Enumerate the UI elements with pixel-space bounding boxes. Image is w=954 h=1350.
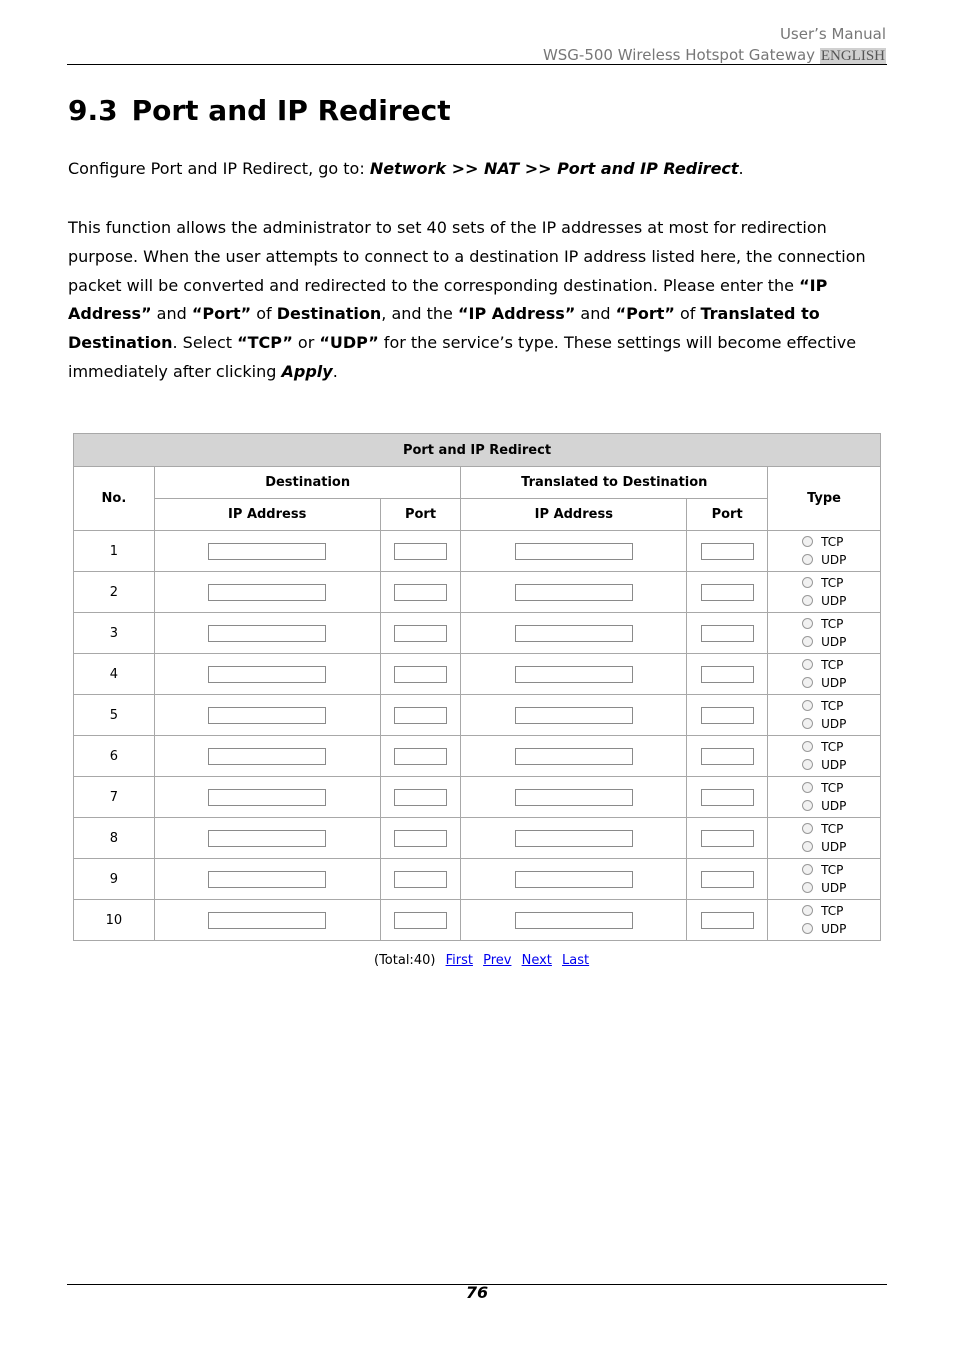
dest-port-input[interactable]: [394, 871, 447, 888]
udp-radio[interactable]: [802, 636, 813, 647]
page-header: [543, 24, 886, 67]
dest-ip-cell: [154, 777, 380, 818]
trans-port-input[interactable]: [701, 707, 754, 724]
tcp-option[interactable]: [768, 779, 880, 797]
desc-text: .: [332, 361, 338, 381]
table-row: [74, 777, 881, 818]
tcp-radio[interactable]: [802, 905, 813, 916]
tcp-label: TCP: [821, 535, 844, 549]
trans-ip-input[interactable]: [515, 871, 633, 888]
tcp-label: TCP: [821, 617, 844, 631]
tcp-option[interactable]: [768, 820, 880, 838]
udp-radio[interactable]: [802, 800, 813, 811]
tcp-radio[interactable]: [802, 659, 813, 670]
trans-port-input[interactable]: [701, 912, 754, 929]
dest-ip-cell: [154, 695, 380, 736]
type-cell: [768, 900, 881, 941]
dest-ip-cell: [154, 818, 380, 859]
dest-ip-cell: [154, 531, 380, 572]
section-number: 9.3: [68, 94, 118, 127]
table-row: [74, 859, 881, 900]
row-number: 2: [74, 572, 155, 613]
tcp-label: TCP: [821, 863, 844, 877]
tcp-radio[interactable]: [802, 618, 813, 629]
trans-ip-input[interactable]: [515, 584, 633, 601]
tcp-radio[interactable]: [802, 577, 813, 588]
udp-radio[interactable]: [802, 718, 813, 729]
desc-bold: “Port”: [191, 304, 252, 324]
desc-bold: Destination: [276, 304, 382, 324]
page-number: 76: [465, 1283, 489, 1302]
trans-ip-cell: [461, 859, 687, 900]
trans-ip-cell: [461, 531, 687, 572]
udp-option[interactable]: [768, 592, 880, 610]
desc-text: , and the: [381, 304, 458, 324]
desc-bold: “Port”: [615, 304, 675, 324]
col-translated: Translated to Destination: [461, 467, 768, 499]
dest-ip-cell: [154, 736, 380, 777]
tcp-option[interactable]: [768, 615, 880, 633]
col-dest-ip: IP Address: [154, 499, 380, 531]
udp-radio[interactable]: [802, 759, 813, 770]
last-link[interactable]: Last: [562, 953, 590, 968]
dest-port-cell: [380, 531, 461, 572]
dest-port-input[interactable]: [394, 707, 447, 724]
trans-ip-cell: [461, 736, 687, 777]
section-title-text: Port and IP Redirect: [131, 94, 451, 127]
trans-port-cell: [687, 736, 768, 777]
trans-ip-input[interactable]: [515, 748, 633, 765]
row-number: 1: [74, 531, 155, 572]
trans-port-input[interactable]: [701, 789, 754, 806]
udp-label: UDP: [821, 840, 847, 854]
next-link[interactable]: Next: [521, 953, 552, 968]
trans-port-cell: [687, 859, 768, 900]
trans-ip-cell: [461, 654, 687, 695]
trans-port-cell: [687, 572, 768, 613]
udp-option[interactable]: [768, 797, 880, 815]
intro-paragraph: [68, 157, 888, 181]
tcp-label: TCP: [821, 781, 844, 795]
row-number: 10: [74, 900, 155, 941]
tcp-radio[interactable]: [802, 782, 813, 793]
table-row: [74, 613, 881, 654]
trans-port-cell: [687, 654, 768, 695]
dest-ip-cell: [154, 900, 380, 941]
table-row: [74, 572, 881, 613]
udp-label: UDP: [821, 758, 847, 772]
tcp-radio[interactable]: [802, 823, 813, 834]
table-row: [74, 818, 881, 859]
dest-port-cell: [380, 818, 461, 859]
tcp-radio[interactable]: [802, 700, 813, 711]
udp-radio[interactable]: [802, 841, 813, 852]
dest-port-input[interactable]: [394, 543, 447, 560]
udp-label: UDP: [821, 553, 847, 567]
col-trans-port: Port: [687, 499, 768, 531]
apply-word: Apply: [281, 361, 333, 381]
tcp-option[interactable]: [768, 738, 880, 756]
tcp-option[interactable]: [768, 902, 880, 920]
dest-port-cell: [380, 736, 461, 777]
manual-label: User’s Manual: [779, 25, 886, 43]
dest-port-input[interactable]: [394, 912, 447, 929]
tcp-label: TCP: [821, 699, 844, 713]
trans-port-cell: [687, 777, 768, 818]
udp-label: UDP: [821, 922, 847, 936]
row-number: 5: [74, 695, 155, 736]
tcp-option[interactable]: [768, 533, 880, 551]
dest-ip-input[interactable]: [208, 584, 326, 601]
section-title: [68, 94, 451, 127]
dest-port-input[interactable]: [394, 584, 447, 601]
type-cell: [768, 818, 881, 859]
col-destination: Destination: [154, 467, 461, 499]
udp-label: UDP: [821, 717, 847, 731]
type-cell: [768, 695, 881, 736]
trans-port-cell: [687, 695, 768, 736]
udp-option[interactable]: [768, 838, 880, 856]
trans-port-cell: [687, 900, 768, 941]
trans-ip-input[interactable]: [515, 666, 633, 683]
dest-ip-cell: [154, 572, 380, 613]
trans-port-input[interactable]: [701, 871, 754, 888]
type-cell: [768, 777, 881, 818]
dest-port-cell: [380, 777, 461, 818]
udp-option[interactable]: [768, 633, 880, 651]
table-title: Port and IP Redirect: [74, 434, 881, 467]
udp-option[interactable]: [768, 879, 880, 897]
udp-radio[interactable]: [802, 554, 813, 565]
trans-port-input[interactable]: [701, 748, 754, 765]
tcp-option[interactable]: [768, 574, 880, 592]
desc-bold: “IP Address”: [68, 275, 828, 324]
dest-ip-input[interactable]: [208, 707, 326, 724]
dest-ip-input[interactable]: [208, 789, 326, 806]
tcp-label: TCP: [821, 576, 844, 590]
udp-label: UDP: [821, 635, 847, 649]
description-paragraph: [68, 214, 888, 387]
dest-port-input[interactable]: [394, 748, 447, 765]
udp-label: UDP: [821, 594, 847, 608]
port-ip-redirect-table: [73, 433, 881, 941]
dest-ip-input[interactable]: [208, 625, 326, 642]
type-cell: [768, 572, 881, 613]
row-number: 7: [74, 777, 155, 818]
tcp-option[interactable]: [768, 861, 880, 879]
row-number: 6: [74, 736, 155, 777]
type-cell: [768, 736, 881, 777]
row-number: 3: [74, 613, 155, 654]
trans-port-input[interactable]: [701, 666, 754, 683]
trans-ip-input[interactable]: [515, 625, 633, 642]
language-badge: ENGLISH: [820, 48, 885, 64]
dest-ip-input[interactable]: [208, 543, 326, 560]
table-row: [74, 736, 881, 777]
trans-ip-cell: [461, 777, 687, 818]
desc-text: and: [151, 304, 192, 324]
tcp-label: TCP: [821, 822, 844, 836]
udp-label: UDP: [821, 799, 847, 813]
dest-port-cell: [380, 572, 461, 613]
product-name: WSG-500 Wireless Hotspot Gateway: [542, 46, 816, 64]
dest-port-input[interactable]: [394, 830, 447, 847]
udp-option[interactable]: [768, 674, 880, 692]
dest-ip-input[interactable]: [208, 830, 326, 847]
desc-text: for the service’s type. These settings will become effective immediately after clicking: [68, 333, 857, 381]
dest-port-cell: [380, 613, 461, 654]
desc-text: of: [251, 304, 277, 324]
first-link[interactable]: First: [445, 953, 473, 968]
udp-radio[interactable]: [802, 677, 813, 688]
trans-ip-input[interactable]: [515, 830, 633, 847]
total-count: (Total:40): [374, 953, 436, 968]
trans-ip-input[interactable]: [515, 707, 633, 724]
trans-ip-input[interactable]: [515, 543, 633, 560]
udp-label: UDP: [821, 676, 847, 690]
row-number: 8: [74, 818, 155, 859]
dest-port-input[interactable]: [394, 625, 447, 642]
desc-bold: “IP Address”: [457, 304, 576, 324]
trans-ip-cell: [461, 572, 687, 613]
trans-ip-cell: [461, 900, 687, 941]
trans-ip-cell: [461, 818, 687, 859]
dest-port-input[interactable]: [394, 789, 447, 806]
trans-port-input[interactable]: [701, 830, 754, 847]
dest-ip-input[interactable]: [208, 912, 326, 929]
udp-option[interactable]: [768, 756, 880, 774]
dest-port-cell: [380, 859, 461, 900]
tcp-radio[interactable]: [802, 536, 813, 547]
tcp-radio[interactable]: [802, 864, 813, 875]
desc-bold: “UDP”: [319, 333, 379, 353]
trans-port-cell: [687, 531, 768, 572]
type-cell: [768, 654, 881, 695]
table-row: [74, 654, 881, 695]
udp-option[interactable]: [768, 551, 880, 569]
dest-ip-input[interactable]: [208, 666, 326, 683]
udp-radio[interactable]: [802, 595, 813, 606]
udp-radio[interactable]: [802, 882, 813, 893]
row-number: 9: [74, 859, 155, 900]
desc-text: of: [674, 304, 701, 324]
table-row: [74, 531, 881, 572]
trans-ip-cell: [461, 695, 687, 736]
dest-ip-input[interactable]: [208, 871, 326, 888]
desc-text: . Select: [172, 333, 238, 353]
type-cell: [768, 859, 881, 900]
trans-ip-input[interactable]: [515, 789, 633, 806]
desc-bold: “TCP”: [237, 333, 293, 353]
dest-port-cell: [380, 900, 461, 941]
trans-port-input[interactable]: [701, 543, 754, 560]
dest-port-cell: [380, 695, 461, 736]
col-dest-port: Port: [380, 499, 461, 531]
udp-label: UDP: [821, 881, 847, 895]
desc-text: or: [292, 333, 320, 353]
tcp-option[interactable]: [768, 697, 880, 715]
tcp-label: TCP: [821, 658, 844, 672]
dest-ip-cell: [154, 859, 380, 900]
trans-ip-input[interactable]: [515, 912, 633, 929]
dest-ip-cell: [154, 654, 380, 695]
intro-text: Configure Port and IP Redirect, go to:: [68, 159, 370, 178]
tcp-radio[interactable]: [802, 741, 813, 752]
desc-text: This function allows the administrator to set 40 sets of the IP addresses at most for redirection purpose. When the user attempts to connect to a destination IP address listed here, the connection packet will be converted and redirected to the corresponding destination. Please enter the: [68, 218, 866, 295]
type-cell: [768, 613, 881, 654]
trans-port-cell: [687, 613, 768, 654]
tcp-label: TCP: [821, 904, 844, 918]
desc-text: and: [575, 304, 616, 324]
dest-ip-input[interactable]: [208, 748, 326, 765]
dest-ip-cell: [154, 613, 380, 654]
trans-ip-cell: [461, 613, 687, 654]
header-divider: [67, 64, 887, 65]
udp-radio[interactable]: [802, 923, 813, 934]
tcp-label: TCP: [821, 740, 844, 754]
trans-port-cell: [687, 818, 768, 859]
type-cell: [768, 531, 881, 572]
dest-port-cell: [380, 654, 461, 695]
trans-port-input[interactable]: [701, 584, 754, 601]
tcp-option[interactable]: [768, 656, 880, 674]
desc-bold: Translated to Destination: [68, 304, 820, 353]
prev-link[interactable]: Prev: [483, 953, 512, 968]
col-type: Type: [768, 467, 881, 531]
intro-end: .: [738, 159, 744, 178]
col-trans-ip: IP Address: [461, 499, 687, 531]
row-number: 4: [74, 654, 155, 695]
col-no: No.: [74, 467, 155, 531]
table-row: [74, 695, 881, 736]
dest-port-input[interactable]: [394, 666, 447, 683]
udp-option[interactable]: [768, 920, 880, 938]
trans-port-input[interactable]: [701, 625, 754, 642]
table-row: [74, 900, 881, 941]
menu-path: Network >> NAT >> Port and IP Redirect: [369, 159, 739, 178]
udp-option[interactable]: [768, 715, 880, 733]
